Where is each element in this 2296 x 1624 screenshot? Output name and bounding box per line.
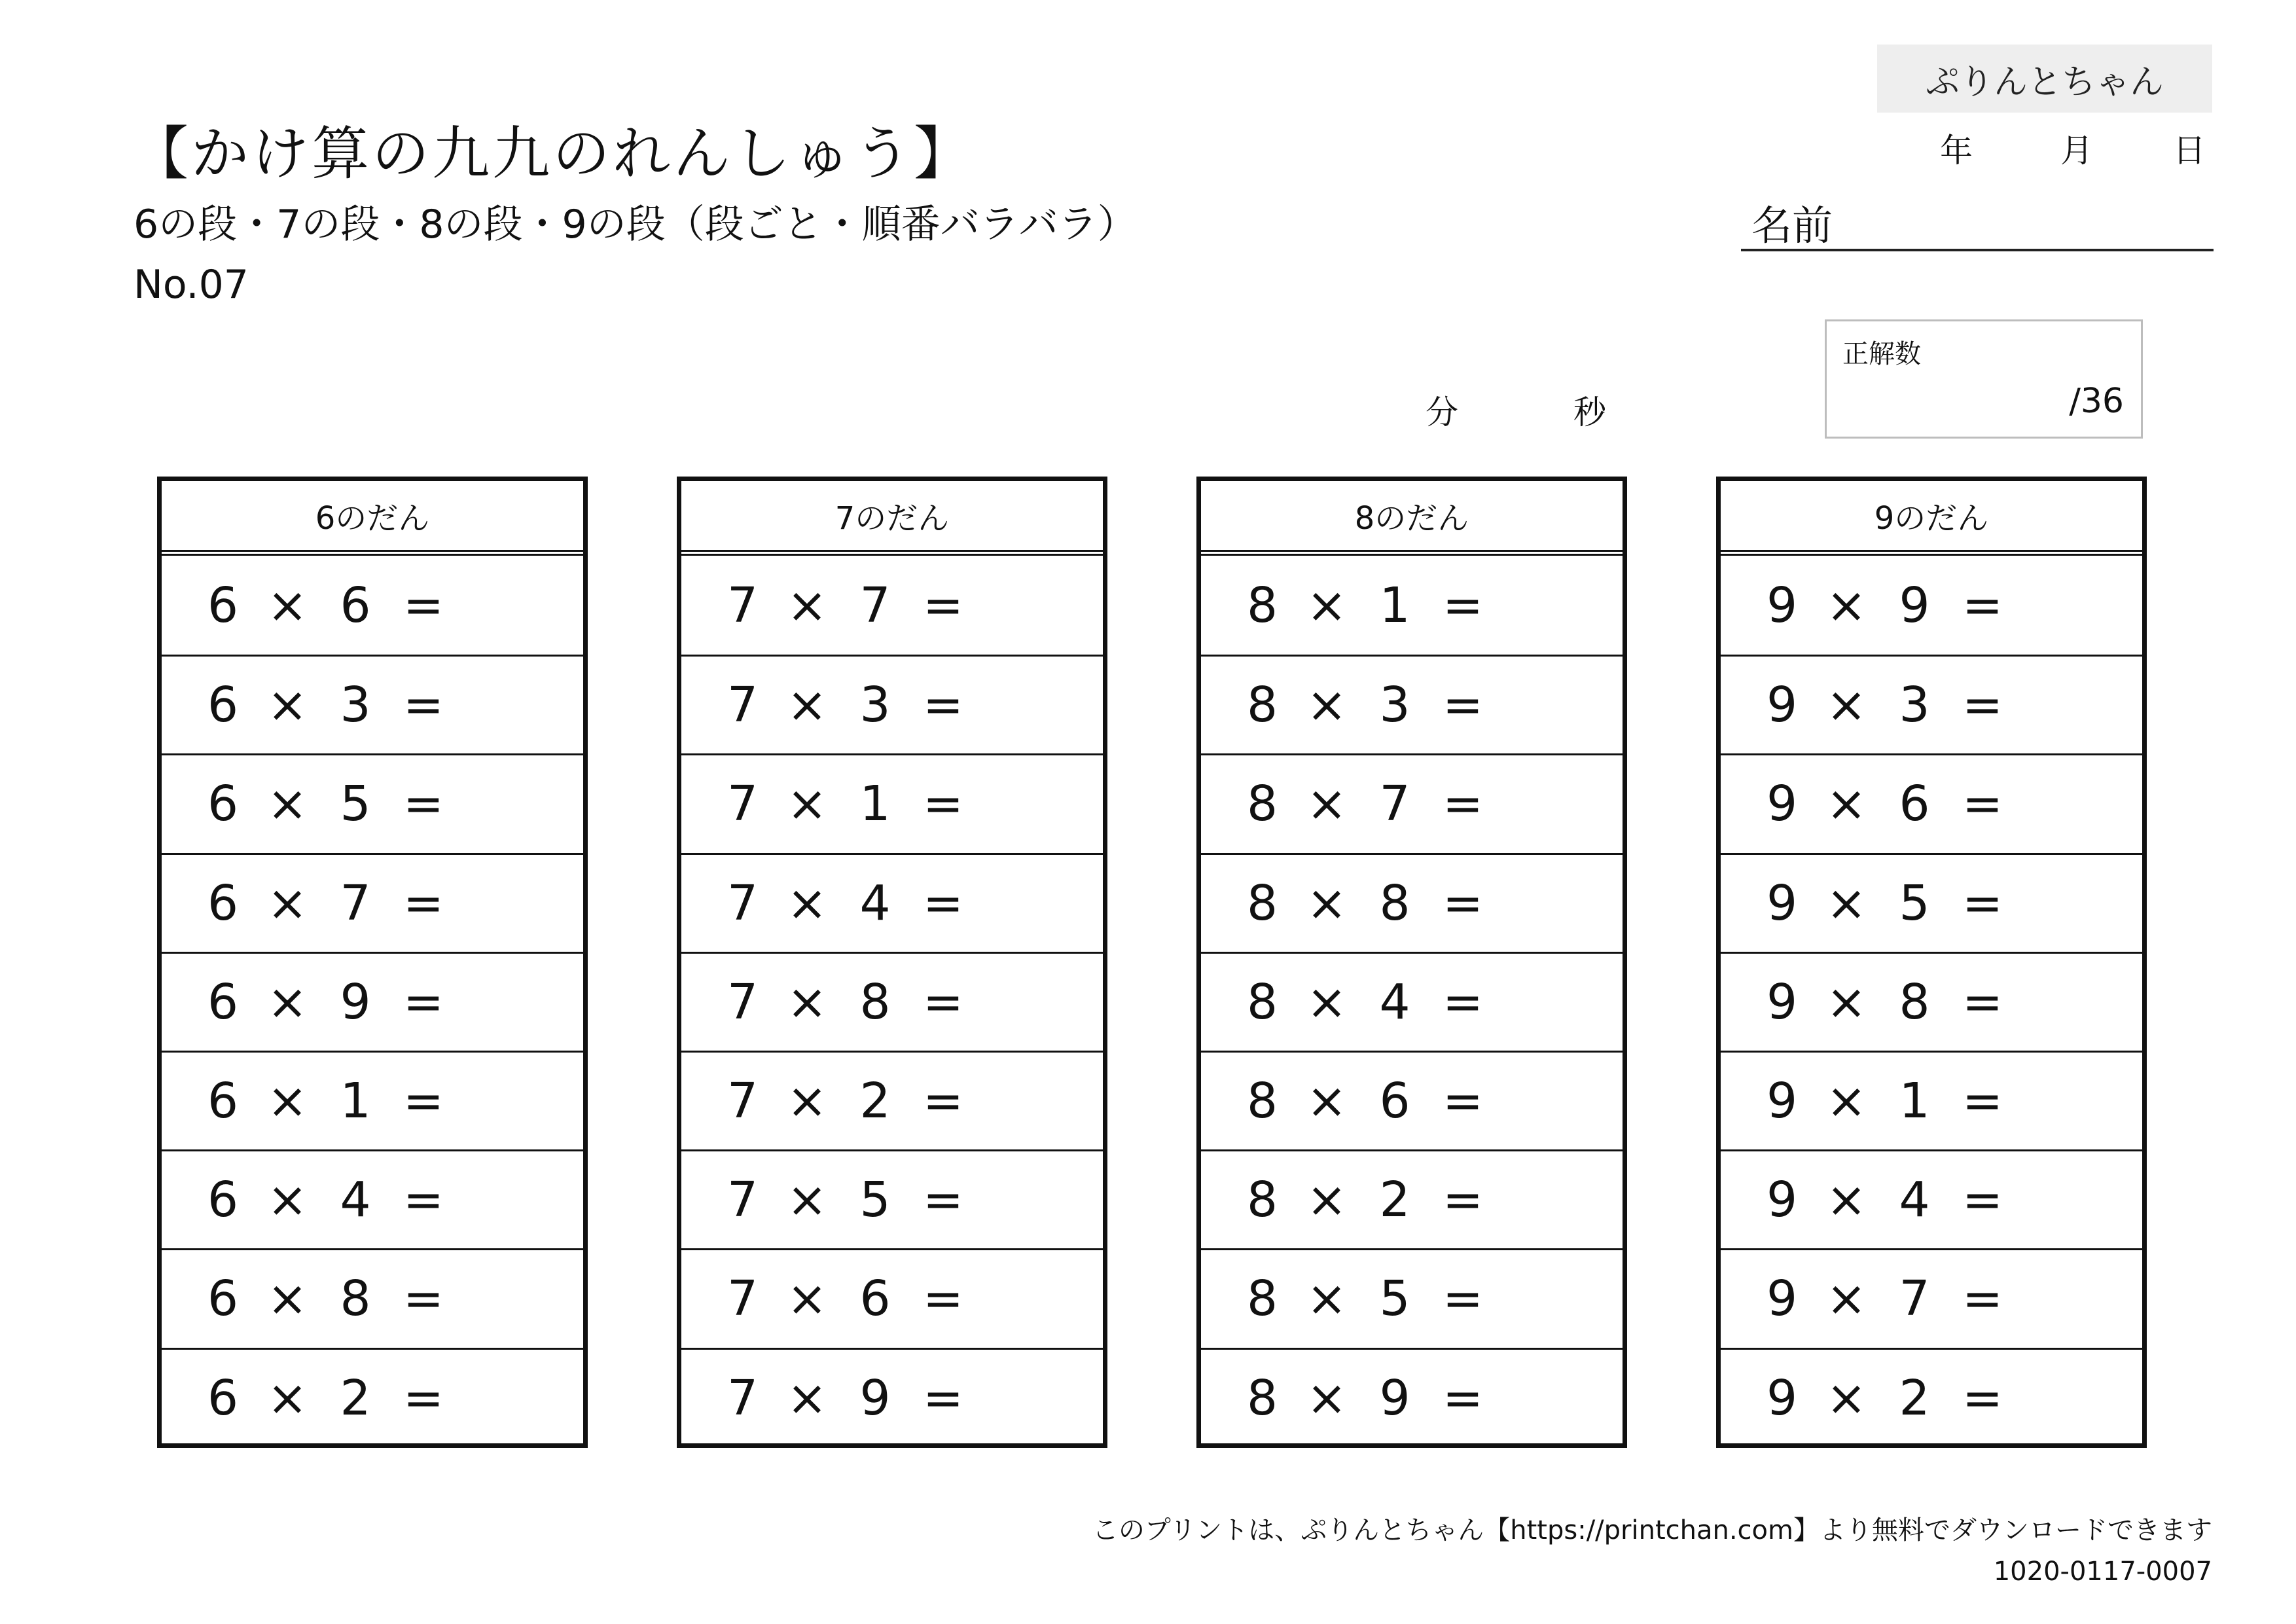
equals-sign: = xyxy=(403,973,444,1030)
multiplier: 7 xyxy=(340,875,371,931)
multiplier: 2 xyxy=(340,1369,371,1426)
equals-sign: = xyxy=(1962,1073,2003,1130)
multiplicand: 7 xyxy=(727,973,759,1030)
problem-row[interactable] xyxy=(1201,1348,1623,1447)
problem-row[interactable] xyxy=(162,556,583,655)
problem-row[interactable] xyxy=(162,753,583,852)
multiplicand: 9 xyxy=(1767,776,1798,833)
times-sign: × xyxy=(266,577,308,634)
times-sign: × xyxy=(786,973,827,1030)
equals-sign: = xyxy=(1962,1369,2003,1426)
table-header: 7のだん xyxy=(681,481,1103,556)
table-8-dan xyxy=(1196,477,1627,1448)
multiplicand: 6 xyxy=(207,1271,239,1327)
multiplier: 7 xyxy=(1379,776,1410,833)
score-total: /36 xyxy=(2069,382,2124,421)
equals-sign: = xyxy=(922,577,963,634)
equals-sign: = xyxy=(403,677,444,734)
multiplicand: 7 xyxy=(727,1172,759,1229)
problem-row[interactable] xyxy=(162,853,583,952)
table-header: 8のだん xyxy=(1201,481,1623,556)
times-sign: × xyxy=(1825,677,1867,734)
multiplier: 5 xyxy=(1379,1271,1410,1327)
equals-sign: = xyxy=(403,1369,444,1426)
page-title: 【かけ算の九九のれんしゅう】 xyxy=(131,120,975,187)
multiplicand: 7 xyxy=(727,1073,759,1130)
problem-row[interactable] xyxy=(162,1149,583,1248)
name-input-line[interactable] xyxy=(1741,249,2214,251)
problem-row[interactable] xyxy=(681,1149,1103,1248)
equals-sign: = xyxy=(1442,1073,1483,1130)
multiplicand: 7 xyxy=(727,1271,759,1327)
problem-row[interactable] xyxy=(1721,1348,2142,1447)
times-sign: × xyxy=(1825,973,1867,1030)
multiplicand: 9 xyxy=(1767,677,1798,734)
problem-row[interactable] xyxy=(162,1248,583,1347)
times-sign: × xyxy=(786,1271,827,1327)
problem-row[interactable] xyxy=(1721,853,2142,952)
problem-row[interactable] xyxy=(162,1051,583,1149)
times-sign: × xyxy=(1306,677,1347,734)
equals-sign: = xyxy=(1962,1172,2003,1229)
equals-sign: = xyxy=(922,1369,963,1426)
equals-sign: = xyxy=(1442,1172,1483,1229)
times-sign: × xyxy=(266,1172,308,1229)
equals-sign: = xyxy=(403,1172,444,1229)
equals-sign: = xyxy=(403,577,444,634)
multiplicand: 8 xyxy=(1247,577,1278,634)
multiplicand: 8 xyxy=(1247,677,1278,734)
equals-sign: = xyxy=(1962,577,2003,634)
footer-notice: このプリントは、ぷりんとちゃん【https://printchan.com】より無料でダウンロードできます xyxy=(1092,1515,2212,1545)
equals-sign: = xyxy=(1962,875,2003,931)
multiplier: 8 xyxy=(859,973,891,1030)
multiplicand: 8 xyxy=(1247,875,1278,931)
equals-sign: = xyxy=(922,677,963,734)
multiplier: 1 xyxy=(1899,1073,1930,1130)
problem-row[interactable] xyxy=(1201,753,1623,852)
equals-sign: = xyxy=(922,776,963,833)
multiplicand: 9 xyxy=(1767,1073,1798,1130)
problem-row[interactable] xyxy=(1721,655,2142,753)
problem-row[interactable] xyxy=(681,1248,1103,1347)
equals-sign: = xyxy=(922,1271,963,1327)
name-label: 名前 xyxy=(1751,202,1833,249)
times-sign: × xyxy=(786,1369,827,1426)
score-label: 正解数 xyxy=(1842,339,1921,369)
times-sign: × xyxy=(266,677,308,734)
times-sign: × xyxy=(1825,776,1867,833)
multiplicand: 7 xyxy=(727,577,759,634)
multiplicand: 6 xyxy=(207,973,239,1030)
multiplier: 1 xyxy=(340,1073,371,1130)
multiplier: 7 xyxy=(859,577,891,634)
table-6-dan xyxy=(157,477,588,1448)
problem-row[interactable] xyxy=(1201,1051,1623,1149)
multiplicand: 7 xyxy=(727,875,759,931)
problem-row[interactable] xyxy=(1721,1248,2142,1347)
times-sign: × xyxy=(266,875,308,931)
times-sign: × xyxy=(266,973,308,1030)
multiplier: 2 xyxy=(1899,1369,1930,1426)
year-label: 年 xyxy=(1940,132,1973,170)
multiplier: 9 xyxy=(340,973,371,1030)
problem-row[interactable] xyxy=(1201,655,1623,753)
equals-sign: = xyxy=(403,776,444,833)
times-sign: × xyxy=(1306,1172,1347,1229)
equals-sign: = xyxy=(1962,973,2003,1030)
equals-sign: = xyxy=(922,875,963,931)
times-sign: × xyxy=(266,1271,308,1327)
times-sign: × xyxy=(266,1073,308,1130)
times-sign: × xyxy=(1825,1073,1867,1130)
minutes-label: 分 xyxy=(1426,393,1458,431)
multiplier: 5 xyxy=(340,776,371,833)
table-header: 9のだん xyxy=(1721,481,2142,556)
multiplicand: 6 xyxy=(207,1369,239,1426)
problem-row[interactable] xyxy=(1721,1149,2142,1248)
sheet-number: No.07 xyxy=(134,262,249,308)
equals-sign: = xyxy=(403,875,444,931)
equals-sign: = xyxy=(1962,1271,2003,1327)
multiplier: 3 xyxy=(859,677,891,734)
times-sign: × xyxy=(786,677,827,734)
times-sign: × xyxy=(1306,577,1347,634)
problem-row[interactable] xyxy=(162,952,583,1051)
multiplicand: 8 xyxy=(1247,1271,1278,1327)
multiplicand: 6 xyxy=(207,677,239,734)
times-sign: × xyxy=(1306,776,1347,833)
multiplier: 1 xyxy=(859,776,891,833)
multiplicand: 8 xyxy=(1247,1172,1278,1229)
multiplier: 8 xyxy=(1379,875,1410,931)
multiplier: 2 xyxy=(1379,1172,1410,1229)
times-sign: × xyxy=(1306,875,1347,931)
problem-row[interactable] xyxy=(1721,1051,2142,1149)
equals-sign: = xyxy=(1962,677,2003,734)
problem-row[interactable] xyxy=(1201,853,1623,952)
problem-row[interactable] xyxy=(681,1348,1103,1447)
times-sign: × xyxy=(1306,973,1347,1030)
multiplicand: 6 xyxy=(207,577,239,634)
equals-sign: = xyxy=(1442,1271,1483,1327)
multiplicand: 9 xyxy=(1767,875,1798,931)
multiplicand: 9 xyxy=(1767,1172,1798,1229)
equals-sign: = xyxy=(403,1073,444,1130)
day-label: 日 xyxy=(2173,132,2206,170)
multiplicand: 7 xyxy=(727,677,759,734)
multiplier: 8 xyxy=(340,1271,371,1327)
date-fields xyxy=(1924,124,2212,170)
problem-row[interactable] xyxy=(1201,1248,1623,1347)
equals-sign: = xyxy=(1442,973,1483,1030)
problem-row[interactable] xyxy=(681,655,1103,753)
multiplier: 6 xyxy=(1379,1073,1410,1130)
problem-row[interactable] xyxy=(1721,556,2142,655)
times-sign: × xyxy=(786,1172,827,1229)
multiplicand: 8 xyxy=(1247,776,1278,833)
footer-code: 1020-0117-0007 xyxy=(1993,1557,2212,1587)
multiplier: 9 xyxy=(1379,1369,1410,1426)
multiplicand: 6 xyxy=(207,875,239,931)
problem-row[interactable] xyxy=(1721,952,2142,1051)
multiplicand: 8 xyxy=(1247,973,1278,1030)
multiplier: 7 xyxy=(1899,1271,1930,1327)
month-label: 月 xyxy=(2060,132,2093,170)
times-sign: × xyxy=(1825,1172,1867,1229)
problem-row[interactable] xyxy=(681,753,1103,852)
multiplier: 4 xyxy=(1379,973,1410,1030)
multiplier: 4 xyxy=(340,1172,371,1229)
multiplier: 6 xyxy=(340,577,371,634)
problem-row[interactable] xyxy=(681,952,1103,1051)
equals-sign: = xyxy=(403,1271,444,1327)
multiplicand: 9 xyxy=(1767,1271,1798,1327)
equals-sign: = xyxy=(1442,577,1483,634)
multiplier: 3 xyxy=(340,677,371,734)
multiplicand: 6 xyxy=(207,776,239,833)
equals-sign: = xyxy=(1442,875,1483,931)
equals-sign: = xyxy=(1442,776,1483,833)
multiplicand: 9 xyxy=(1767,973,1798,1030)
multiplier: 9 xyxy=(859,1369,891,1426)
problem-row[interactable] xyxy=(1201,556,1623,655)
equals-sign: = xyxy=(1962,776,2003,833)
times-sign: × xyxy=(786,875,827,931)
table-header: 6のだん xyxy=(162,481,583,556)
multiplier: 8 xyxy=(1899,973,1930,1030)
multiplier: 5 xyxy=(1899,875,1930,931)
times-sign: × xyxy=(266,1369,308,1426)
multiplicand: 8 xyxy=(1247,1073,1278,1130)
problem-row[interactable] xyxy=(1721,753,2142,852)
problem-row[interactable] xyxy=(1201,1149,1623,1248)
problem-row[interactable] xyxy=(681,853,1103,952)
multiplicand: 6 xyxy=(207,1172,239,1229)
multiplier: 5 xyxy=(859,1172,891,1229)
times-sign: × xyxy=(1825,1271,1867,1327)
times-sign: × xyxy=(786,1073,827,1130)
problem-row[interactable] xyxy=(681,1051,1103,1149)
problem-row[interactable] xyxy=(681,556,1103,655)
equals-sign: = xyxy=(922,973,963,1030)
times-sign: × xyxy=(1825,1369,1867,1426)
problem-row[interactable] xyxy=(162,1348,583,1447)
multiplicand: 9 xyxy=(1767,1369,1798,1426)
multiplicand: 9 xyxy=(1767,577,1798,634)
multiplier: 3 xyxy=(1899,677,1930,734)
multiplier: 9 xyxy=(1899,577,1930,634)
multiplier: 1 xyxy=(1379,577,1410,634)
table-7-dan xyxy=(677,477,1107,1448)
equals-sign: = xyxy=(922,1172,963,1229)
multiplier: 2 xyxy=(859,1073,891,1130)
multiplicand: 6 xyxy=(207,1073,239,1130)
multiplier: 4 xyxy=(859,875,891,931)
brand-label: ぷりんとちゃん xyxy=(1877,45,2212,113)
times-sign: × xyxy=(266,776,308,833)
equals-sign: = xyxy=(1442,1369,1483,1426)
problem-row[interactable] xyxy=(162,655,583,753)
seconds-label: 秒 xyxy=(1573,393,1606,431)
times-sign: × xyxy=(1306,1073,1347,1130)
page-subtitle: 6の段・7の段・8の段・9の段（段ごと・順番バラバラ） xyxy=(134,202,1137,247)
multiplicand: 8 xyxy=(1247,1369,1278,1426)
equals-sign: = xyxy=(1442,677,1483,734)
multiplier: 4 xyxy=(1899,1172,1930,1229)
score-box[interactable] xyxy=(1825,319,2143,439)
equals-sign: = xyxy=(922,1073,963,1130)
times-sign: × xyxy=(786,776,827,833)
table-9-dan xyxy=(1716,477,2147,1448)
times-sign: × xyxy=(1306,1369,1347,1426)
times-sign: × xyxy=(1825,577,1867,634)
times-sign: × xyxy=(786,577,827,634)
multiplicand: 7 xyxy=(727,1369,759,1426)
multiplicand: 7 xyxy=(727,776,759,833)
problem-row[interactable] xyxy=(1201,952,1623,1051)
times-sign: × xyxy=(1825,875,1867,931)
multiplier: 6 xyxy=(859,1271,891,1327)
times-sign: × xyxy=(1306,1271,1347,1327)
multiplier: 6 xyxy=(1899,776,1930,833)
multiplier: 3 xyxy=(1379,677,1410,734)
